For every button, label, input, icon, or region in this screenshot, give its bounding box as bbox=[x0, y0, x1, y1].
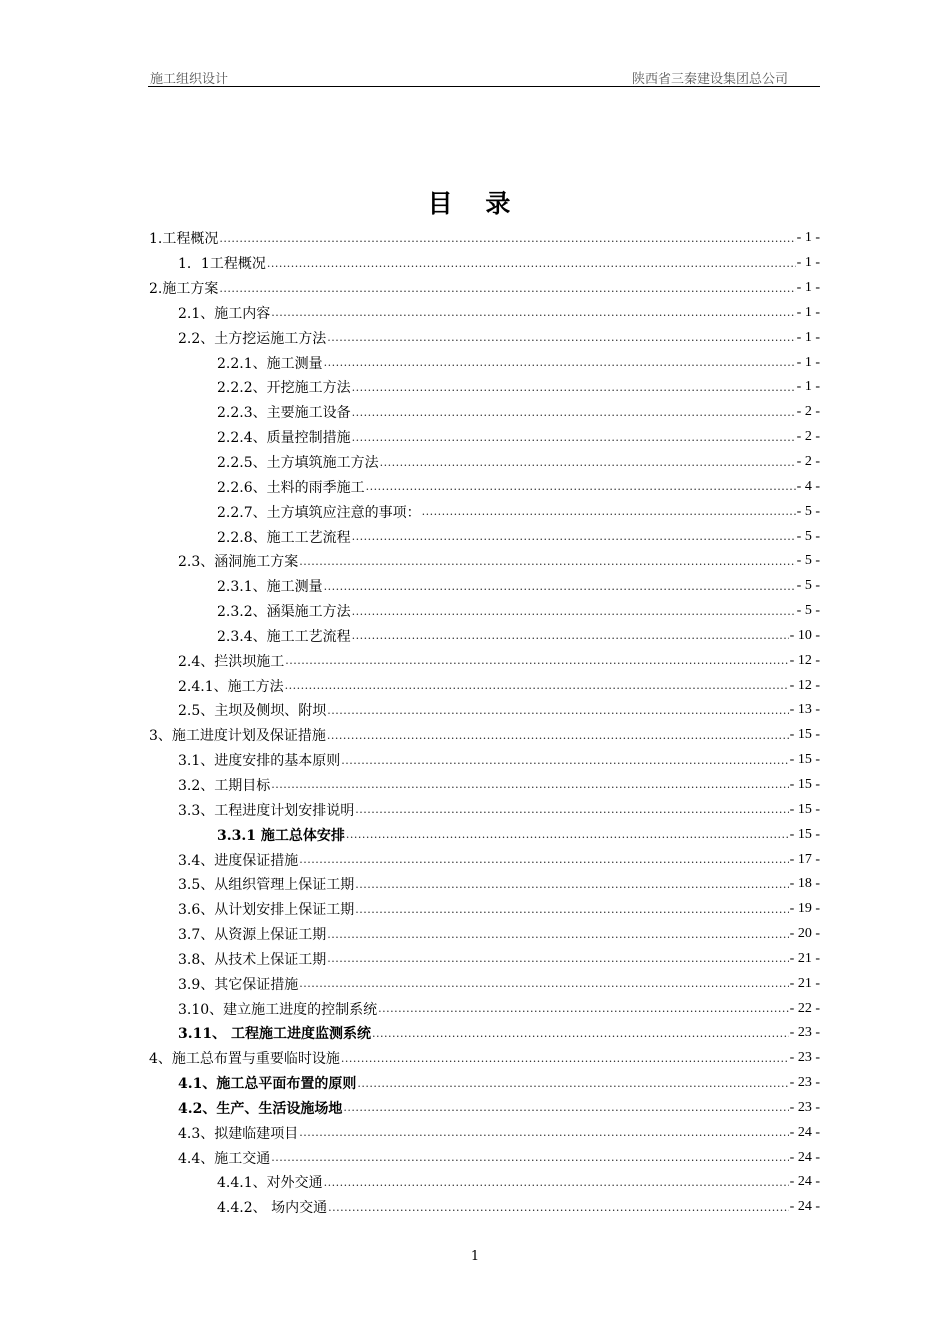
header-left-text: 施工组织设计 bbox=[150, 72, 229, 87]
toc-entry-page: - 13 - bbox=[789, 702, 820, 718]
toc-dot-leader bbox=[324, 356, 796, 369]
toc-entry-page: - 1 - bbox=[796, 329, 820, 345]
toc-entry-page: - 1 - bbox=[796, 379, 820, 395]
page-number: 1 bbox=[470, 1249, 480, 1264]
toc-entry[interactable] bbox=[149, 1071, 820, 1096]
toc-entry[interactable] bbox=[149, 872, 820, 897]
toc-entry-label: 2.2.7、土方填筑应注意的事项： bbox=[217, 504, 421, 521]
toc-entry[interactable] bbox=[149, 425, 820, 450]
toc-entry-page: - 5 - bbox=[796, 553, 820, 569]
toc-dot-leader bbox=[328, 1201, 789, 1214]
toc-entry-page: - 24 - bbox=[789, 1124, 820, 1140]
toc-entry[interactable] bbox=[149, 624, 820, 649]
toc-dot-leader bbox=[219, 232, 795, 245]
toc-entry-page: - 19 - bbox=[789, 901, 820, 917]
toc-entry[interactable] bbox=[149, 723, 820, 748]
toc-dot-leader bbox=[285, 679, 789, 692]
toc-entry[interactable] bbox=[149, 350, 820, 375]
toc-dot-leader bbox=[327, 704, 788, 717]
toc-dot-leader bbox=[343, 1101, 788, 1114]
header-divider bbox=[148, 86, 820, 87]
toc-entry[interactable] bbox=[149, 325, 820, 350]
toc-entry-label: 1．1工程概况 bbox=[178, 256, 266, 273]
toc-entry-label: 3.8、从技术上保证工期 bbox=[178, 951, 327, 968]
toc-dot-leader bbox=[267, 257, 796, 270]
toc-entry[interactable] bbox=[149, 226, 820, 251]
header-right-text: 陕西省三秦建设集团总公司 bbox=[631, 72, 788, 87]
toc-dot-leader bbox=[299, 555, 795, 568]
toc-entry-page: - 2 - bbox=[796, 454, 820, 470]
toc-entry-page: - 23 - bbox=[789, 1099, 820, 1115]
toc-dot-leader bbox=[352, 431, 796, 444]
toc-entry-label: 3.4、进度保证措施 bbox=[178, 852, 299, 869]
toc-dot-leader bbox=[271, 778, 788, 791]
toc-entry[interactable] bbox=[149, 375, 820, 400]
toc-entry[interactable] bbox=[149, 1096, 820, 1121]
toc-entry[interactable] bbox=[149, 499, 820, 524]
toc-entry[interactable] bbox=[149, 301, 820, 326]
toc-dot-leader bbox=[355, 903, 788, 916]
toc-entry-page: - 12 - bbox=[789, 652, 820, 668]
toc-entry-label: 2.3.2、涵渠施工方法 bbox=[217, 604, 351, 621]
toc-dot-leader bbox=[352, 605, 796, 618]
toc-entry-label: 3.5、从组织管理上保证工期 bbox=[178, 877, 355, 894]
toc-entry[interactable] bbox=[149, 599, 820, 624]
toc-entry[interactable] bbox=[149, 946, 820, 971]
toc-entry-label: 2.2.6、土料的雨季施工 bbox=[217, 479, 365, 496]
toc-dot-leader bbox=[324, 580, 796, 593]
toc-entry-label: 4.4.2、 场内交通 bbox=[217, 1200, 328, 1217]
toc-entry-page: - 15 - bbox=[789, 801, 820, 817]
toc-entry-label: 3.7、从资源上保证工期 bbox=[178, 927, 327, 944]
toc-dot-leader bbox=[352, 530, 796, 543]
toc-dot-leader bbox=[380, 456, 796, 469]
toc-entry-page: - 18 - bbox=[789, 876, 820, 892]
toc-entry-page: - 5 - bbox=[796, 578, 820, 594]
toc-entry-label: 2.3.4、施工工艺流程 bbox=[217, 628, 351, 645]
toc-dot-leader bbox=[352, 406, 796, 419]
toc-dot-leader bbox=[327, 952, 788, 965]
toc-entry-page: - 5 - bbox=[796, 503, 820, 519]
toc-entry[interactable] bbox=[149, 971, 820, 996]
toc-entry-page: - 21 - bbox=[789, 950, 820, 966]
toc-entry[interactable] bbox=[149, 648, 820, 673]
toc-entry[interactable] bbox=[149, 773, 820, 798]
toc-entry-page: - 15 - bbox=[789, 752, 820, 768]
toc-entry[interactable] bbox=[149, 847, 820, 872]
toc-dot-leader bbox=[355, 878, 788, 891]
toc-entry[interactable] bbox=[149, 1021, 820, 1046]
toc-entry-page: - 20 - bbox=[789, 926, 820, 942]
toc-entry-page: - 1 - bbox=[796, 354, 820, 370]
toc-entry-label: 2.4、拦洪坝施工 bbox=[178, 653, 285, 670]
toc-entry[interactable] bbox=[149, 1170, 820, 1195]
toc-entry-label: 3.10、建立施工进度的控制系统 bbox=[178, 1001, 378, 1018]
toc-entry-page: - 4 - bbox=[796, 478, 820, 494]
toc-entry[interactable] bbox=[149, 698, 820, 723]
table-of-contents bbox=[149, 226, 820, 1220]
toc-entry-label: 2.2、土方挖运施工方法 bbox=[178, 330, 327, 347]
toc-entry-label: 2.2.3、主要施工设备 bbox=[217, 405, 351, 422]
toc-dot-leader bbox=[271, 1151, 788, 1164]
toc-entry-page: - 23 - bbox=[789, 1050, 820, 1066]
toc-dot-leader bbox=[378, 1002, 789, 1015]
toc-entry-page: - 2 - bbox=[796, 404, 820, 420]
toc-entry-page: - 1 - bbox=[796, 255, 820, 271]
toc-entry[interactable] bbox=[149, 400, 820, 425]
toc-dot-leader bbox=[324, 1176, 789, 1189]
toc-entry[interactable] bbox=[149, 822, 820, 847]
toc-entry-label: 2.2.4、质量控制措施 bbox=[217, 430, 351, 447]
toc-entry-page: - 17 - bbox=[789, 851, 820, 867]
toc-entry-label: 3、施工进度计划及保证措施 bbox=[149, 728, 326, 745]
toc-entry-page: - 15 - bbox=[789, 826, 820, 842]
toc-entry[interactable] bbox=[149, 1120, 820, 1145]
toc-entry-page: - 12 - bbox=[789, 677, 820, 693]
toc-dot-leader bbox=[341, 1052, 789, 1065]
toc-entry-page: - 24 - bbox=[789, 1149, 820, 1165]
toc-entry-page: - 5 - bbox=[796, 603, 820, 619]
toc-entry-label: 4、施工总布置与重要临时设施 bbox=[149, 1051, 340, 1068]
toc-dot-leader bbox=[357, 1077, 788, 1090]
toc-dot-leader bbox=[327, 928, 788, 941]
toc-entry-page: - 1 - bbox=[796, 230, 820, 246]
toc-dot-leader bbox=[219, 282, 795, 295]
page-title: 目 录 bbox=[427, 189, 523, 218]
toc-entry[interactable] bbox=[149, 922, 820, 947]
toc-dot-leader bbox=[327, 331, 795, 344]
toc-entry-label: 2.2.2、开挖施工方法 bbox=[217, 380, 351, 397]
toc-entry-page: - 15 - bbox=[789, 776, 820, 792]
toc-entry-page: - 1 - bbox=[796, 280, 820, 296]
toc-entry-label: 3.9、其它保证措施 bbox=[178, 976, 299, 993]
toc-entry-label: 3.3.1 施工总体安排 bbox=[217, 827, 345, 844]
toc-entry-label: 1.工程概况 bbox=[149, 231, 219, 248]
toc-entry-label: 2.施工方案 bbox=[149, 281, 219, 298]
toc-entry-page: - 10 - bbox=[789, 627, 820, 643]
toc-entry[interactable] bbox=[149, 673, 820, 698]
toc-entry[interactable] bbox=[149, 474, 820, 499]
toc-entry[interactable] bbox=[149, 996, 820, 1021]
toc-entry-page: - 24 - bbox=[789, 1174, 820, 1190]
toc-entry-page: - 21 - bbox=[789, 975, 820, 991]
toc-entry-page: - 23 - bbox=[789, 1075, 820, 1091]
toc-entry[interactable] bbox=[149, 524, 820, 549]
toc-dot-leader bbox=[366, 480, 796, 493]
toc-entry[interactable] bbox=[149, 797, 820, 822]
toc-entry[interactable] bbox=[149, 897, 820, 922]
toc-dot-leader bbox=[352, 629, 789, 642]
toc-entry-label: 2.2.8、施工工艺流程 bbox=[217, 529, 351, 546]
toc-dot-leader bbox=[346, 828, 789, 841]
toc-entry-label: 3.1、进度安排的基本原则 bbox=[178, 753, 341, 770]
toc-entry[interactable] bbox=[149, 549, 820, 574]
toc-entry[interactable] bbox=[149, 574, 820, 599]
toc-entry-label: 4.4.1、对外交通 bbox=[217, 1175, 323, 1192]
toc-entry-label: 2.5、主坝及侧坝、附坝 bbox=[178, 703, 327, 720]
toc-entry-label: 3.3、工程进度计划安排说明 bbox=[178, 802, 355, 819]
toc-entry-label: 2.4.1、施工方法 bbox=[178, 678, 284, 695]
toc-entry-page: - 5 - bbox=[796, 528, 820, 544]
toc-entry[interactable] bbox=[149, 450, 820, 475]
toc-dot-leader bbox=[327, 729, 789, 742]
toc-entry-page: - 23 - bbox=[789, 1025, 820, 1041]
toc-dot-leader bbox=[341, 754, 788, 767]
toc-entry-label: 4.1、施工总平面布置的原则 bbox=[178, 1076, 357, 1093]
toc-dot-leader bbox=[355, 803, 788, 816]
toc-entry-label: 2.1、施工内容 bbox=[178, 305, 271, 322]
toc-dot-leader bbox=[299, 853, 788, 866]
toc-dot-leader bbox=[271, 306, 795, 319]
toc-entry-label: 2.3、涵洞施工方案 bbox=[178, 554, 299, 571]
toc-dot-leader bbox=[422, 505, 796, 518]
toc-entry-label: 2.2.1、施工测量 bbox=[217, 355, 323, 372]
toc-entry-label: 4.3、拟建临建项目 bbox=[178, 1125, 299, 1142]
toc-entry-label: 3.6、从计划安排上保证工期 bbox=[178, 902, 355, 919]
toc-entry-page: - 24 - bbox=[789, 1199, 820, 1215]
toc-entry-page: - 15 - bbox=[789, 727, 820, 743]
toc-entry[interactable] bbox=[149, 748, 820, 773]
toc-dot-leader bbox=[299, 1126, 788, 1139]
toc-dot-leader bbox=[299, 977, 788, 990]
toc-entry[interactable] bbox=[149, 1145, 820, 1170]
toc-dot-leader bbox=[285, 654, 788, 667]
toc-dot-leader bbox=[352, 381, 796, 394]
toc-entry[interactable] bbox=[149, 251, 820, 276]
toc-entry[interactable] bbox=[149, 1046, 820, 1071]
toc-entry-page: - 22 - bbox=[789, 1000, 820, 1016]
toc-entry-label: 2.3.1、施工测量 bbox=[217, 579, 323, 596]
toc-entry-label: 3.2、工期目标 bbox=[178, 777, 271, 794]
toc-entry-page: - 1 - bbox=[796, 304, 820, 320]
toc-dot-leader bbox=[372, 1027, 789, 1040]
toc-entry-page: - 2 - bbox=[796, 429, 820, 445]
toc-entry-label: 4.2、生产、生活设施场地 bbox=[178, 1100, 343, 1117]
toc-entry[interactable] bbox=[149, 276, 820, 301]
toc-entry-label: 4.4、施工交通 bbox=[178, 1150, 271, 1167]
toc-entry-label: 2.2.5、土方填筑施工方法 bbox=[217, 455, 379, 472]
toc-entry-label: 3.11、 工程施工进度监测系统 bbox=[178, 1026, 371, 1043]
toc-entry[interactable] bbox=[149, 1195, 820, 1220]
